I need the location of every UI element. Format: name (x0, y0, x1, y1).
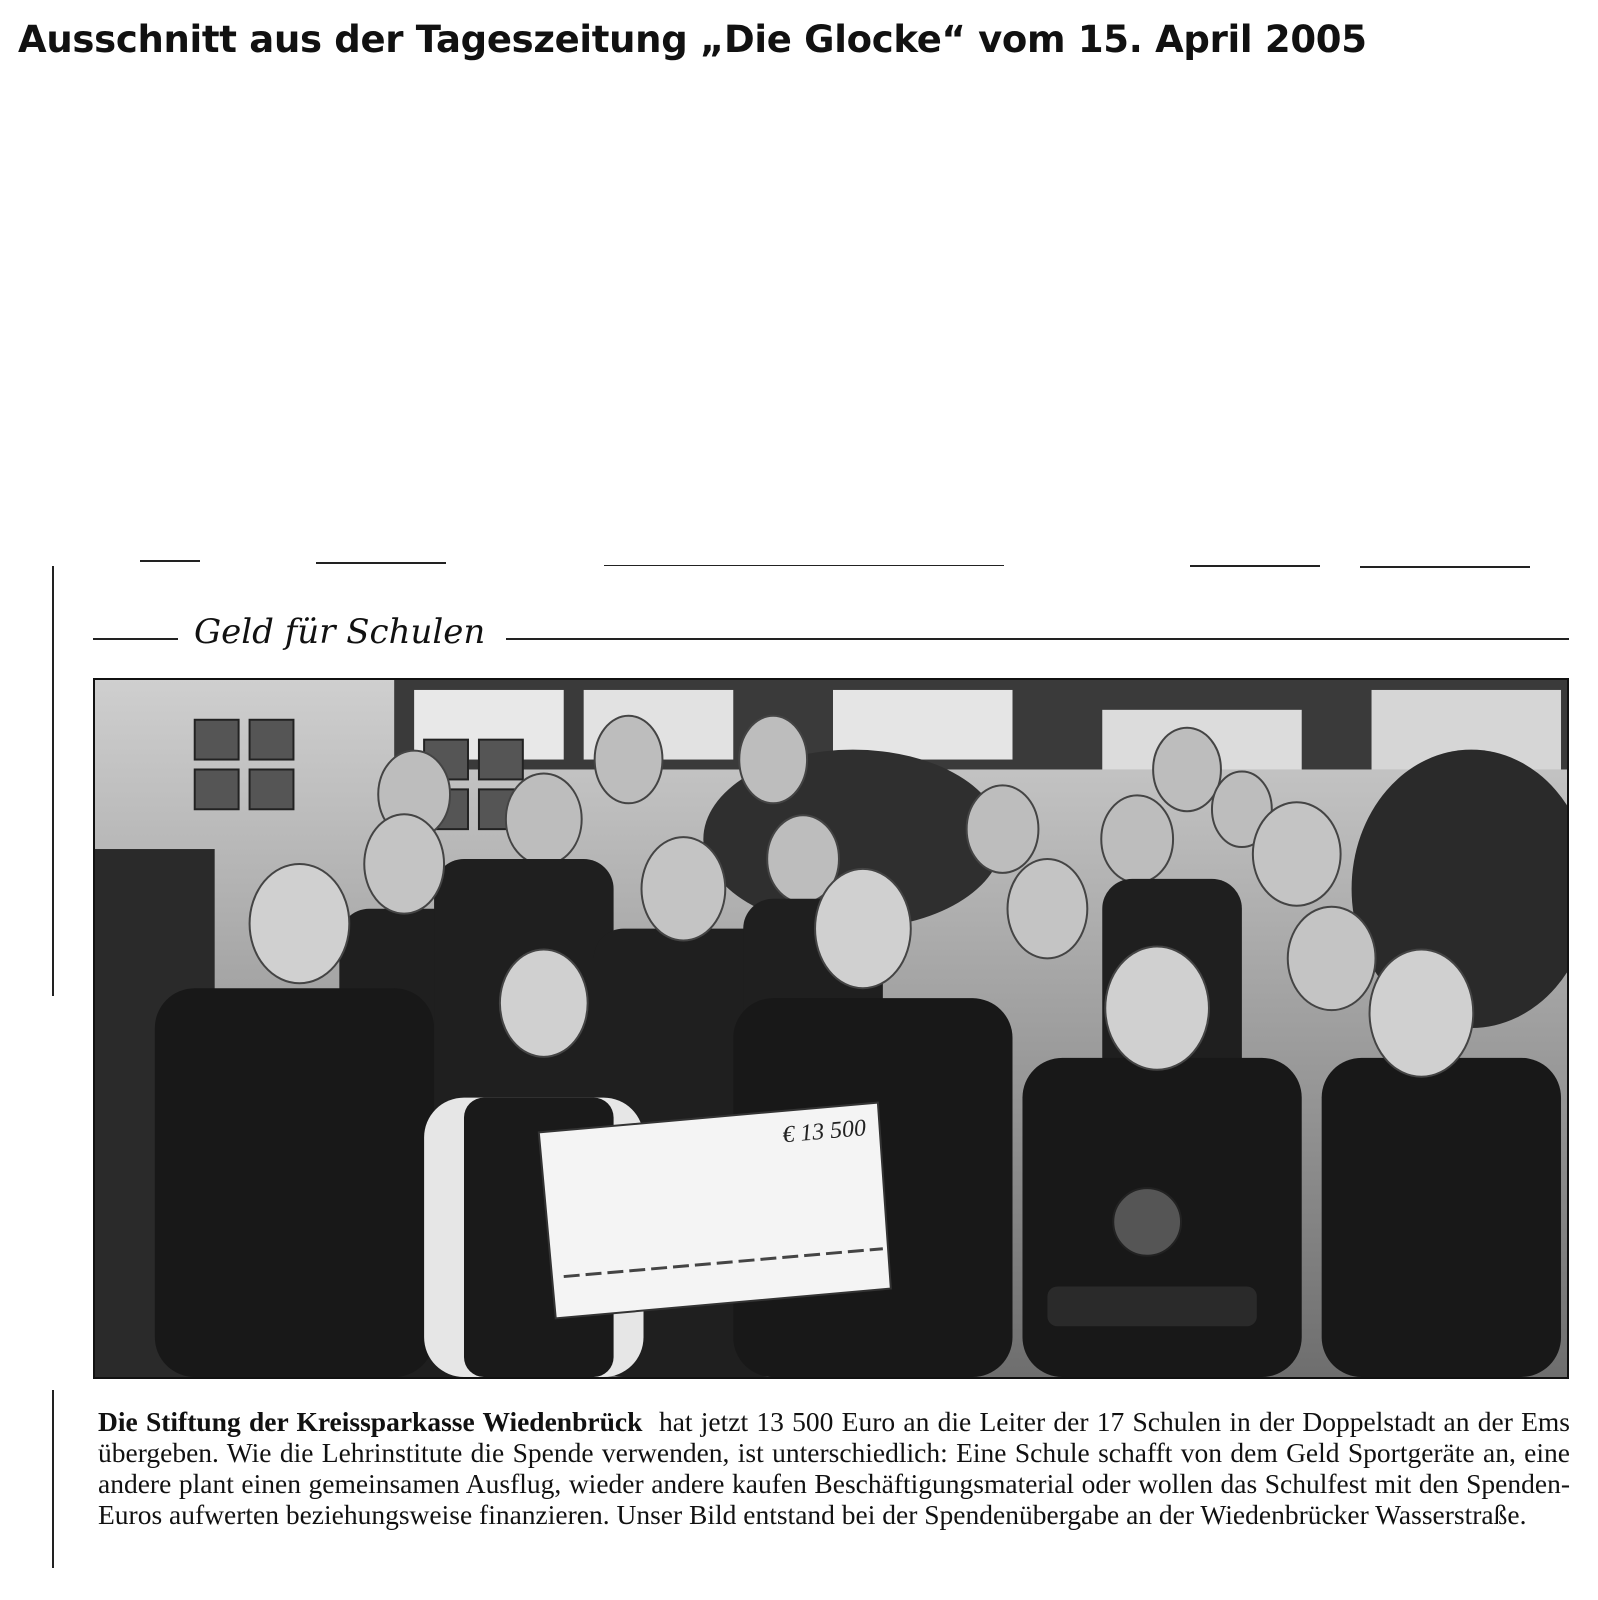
page-title: Ausschnitt aus der Tageszeitung „Die Glocke“ vom 15. April 2005 (18, 18, 1367, 61)
scan-rule (1360, 566, 1530, 568)
clipping-margin-line (52, 566, 54, 996)
photo-caption (98, 1406, 1570, 1530)
scan-rule (316, 562, 446, 564)
clipping-margin-line (52, 1390, 54, 1568)
kicker-rule (506, 638, 1569, 640)
scan-rule (1190, 565, 1320, 567)
article-kicker: Geld für Schulen (194, 612, 486, 652)
article-photo (93, 678, 1569, 1379)
scan-rule (604, 565, 1004, 566)
donation-cheque (539, 1103, 891, 1319)
caption-lead: Die Stiftung der Kreissparkasse Wiedenbrück (98, 1406, 643, 1437)
scan-rule (140, 560, 200, 562)
group-photo-illustration (95, 680, 1567, 1377)
kicker-rule (93, 638, 178, 640)
caption-text: hat jetzt 13 500 Euro an die Leiter der 17 Schulen in der Doppelstadt an der Ems übergeben. Wie die Lehrinstitute die Spende verwenden, ist unterschiedlich: Eine Schule schafft von dem Geld Sportgeräte an, eine andere plant einen gemeinsamen Ausflug, wieder andere kaufen Beschäftigungsmaterial oder wollen das Schulfest mit den Spenden-Euros aufwerten beziehungsweise finanzieren. Unser Bild entstand bei der Spendenübergabe an der Wiedenbrücker Wasserstraße. (98, 1406, 1571, 1530)
cheque-amount: € 13 500 (781, 1115, 868, 1149)
